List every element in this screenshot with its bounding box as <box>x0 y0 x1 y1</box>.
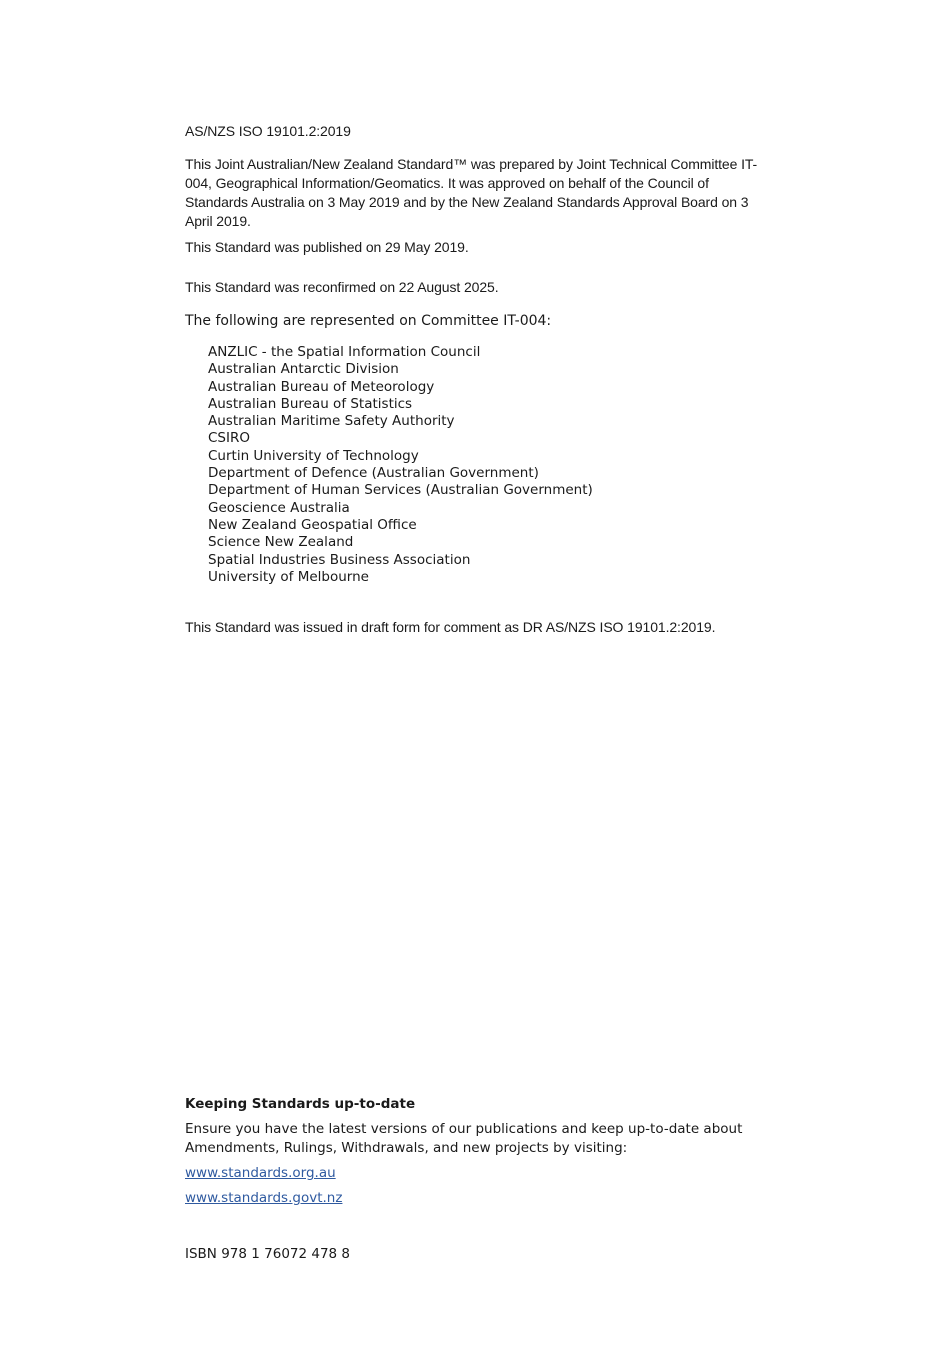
list-item: Australian Antarctic Division <box>208 361 399 378</box>
standards-nz-link-row <box>185 1190 765 1207</box>
list-item: Australian Maritime Safety Authority <box>208 413 455 430</box>
approval-paragraph: This Joint Australian/New Zealand Standard™ was prepared by Joint Technical Committee IT-004, Geographical Information/Geomatics. It was approved on behalf of the Council of Standards Australia on 3 May 2019 and by the New Zealand Standards Approval Board on 3 April 2019. <box>185 156 758 229</box>
list-item: Science New Zealand <box>208 534 354 551</box>
keeping-up-to-date-text: Ensure you have the latest versions of our publications and keep up-to-date about Amendments, Rulings, Withdrawals, and new projects by visiting: <box>185 1121 743 1156</box>
isbn-number: ISBN 978 1 76072 478 8 <box>185 1246 351 1262</box>
committee-member-list <box>208 344 788 586</box>
standards-au-link-row <box>185 1165 765 1182</box>
list-item: Spatial Industries Business Association <box>208 551 471 568</box>
list-item: CSIRO <box>208 430 250 447</box>
list-item: Department of Defence (Australian Government) <box>208 465 539 482</box>
standards-au-link[interactable]: www.standards.org.au <box>185 1165 336 1181</box>
list-item: Australian Bureau of Statistics <box>208 395 413 412</box>
standards-nz-link[interactable]: www.standards.govt.nz <box>185 1190 343 1206</box>
reconfirmed-date-line: This Standard was reconfirmed on 22 August 2025. <box>185 279 499 295</box>
keeping-up-to-date-heading: Keeping Standards up-to-date <box>185 1096 416 1112</box>
list-item: ANZLIC - the Spatial Information Council <box>208 344 481 360</box>
list-item: Department of Human Services (Australian Government) <box>208 482 593 499</box>
list-item: Geoscience Australia <box>208 499 350 516</box>
published-date-line: This Standard was published on 29 May 2019. <box>185 239 469 255</box>
list-item: University of Melbourne <box>208 568 369 585</box>
committee-intro: The following are represented on Committee IT-004: <box>185 313 552 329</box>
draft-note: This Standard was issued in draft form for comment as DR AS/NZS ISO 19101.2:2019. <box>185 619 716 635</box>
list-item: New Zealand Geospatial Office <box>208 516 417 533</box>
list-item: Curtin University of Technology <box>208 447 419 464</box>
list-item: Australian Bureau of Meteorology <box>208 378 435 395</box>
document-code: AS/NZS ISO 19101.2:2019 <box>185 123 351 139</box>
